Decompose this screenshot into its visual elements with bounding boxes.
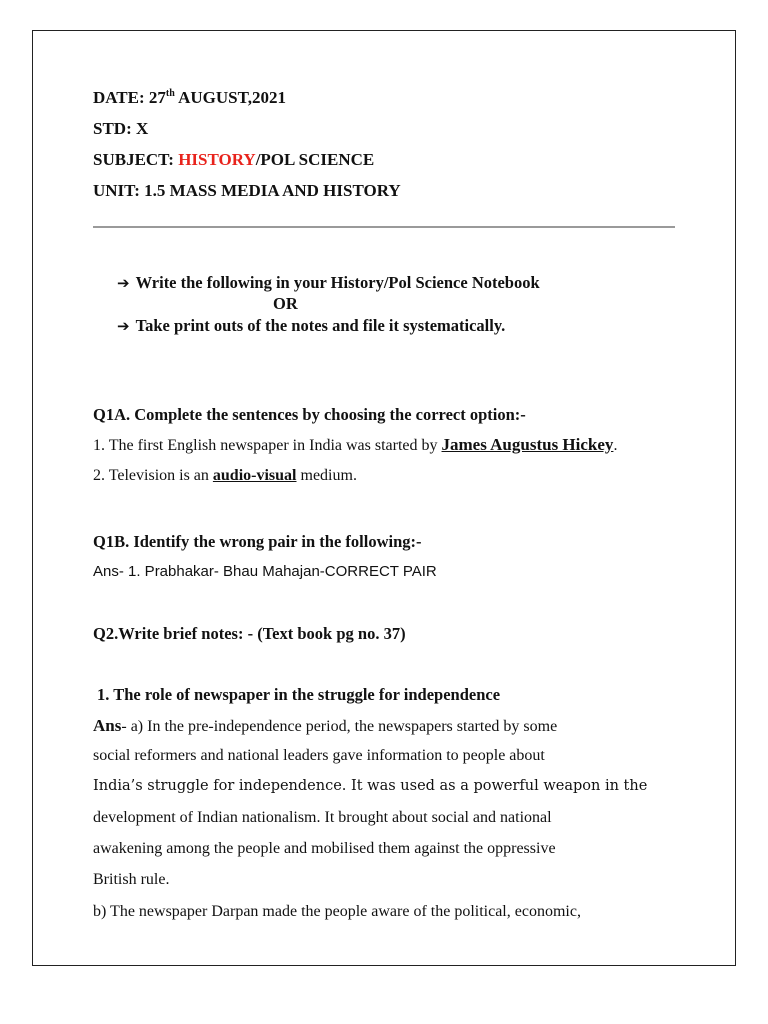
q1a-sentence-2: [93, 467, 357, 485]
q2-answer-line-3: India’s struggle for independence. It was used as a powerful weapon in the: [93, 778, 648, 794]
unit-line: UNIT: 1.5 MASS MEDIA AND HISTORY: [93, 181, 401, 200]
q1a-s1-answer: James Augustus Hickey: [441, 435, 614, 454]
std-line: STD: X: [93, 119, 149, 138]
arrow-right-icon: ➔: [117, 317, 130, 335]
q1b-answer: Ans- 1. Prabhakar- Bhau Mahajan-CORRECT PAIR: [93, 563, 437, 580]
q1b-title: Q1B. Identify the wrong pair in the following:-: [93, 532, 422, 551]
divider: [93, 226, 675, 228]
subject-highlight: HISTORY: [178, 150, 256, 169]
arrow-right-icon: ➔: [117, 274, 130, 292]
q2-answer-line-4: development of Indian nationalism. It brought about social and national: [93, 809, 552, 826]
instruction-2: [117, 316, 505, 336]
q2-answer-line-5: awakening among the people and mobilised them against the oppressive: [93, 840, 556, 857]
date-prefix: DATE: 27: [93, 88, 166, 107]
instruction-2-text: Take print outs of the notes and file it systematically.: [135, 316, 506, 335]
q1a-s1-suffix: .: [613, 437, 618, 454]
q1a-title: Q1A. Complete the sentences by choosing the correct option:-: [93, 405, 526, 424]
q1a-s2-answer: audio-visual: [212, 467, 297, 484]
q2-title: Q2.Write brief notes: - (Text book pg no. 37): [93, 624, 406, 643]
q2-answer-line-6: British rule.: [93, 871, 170, 888]
date-line: [93, 88, 286, 108]
q1a-s1-prefix: 1. The first English newspaper in India was started by: [93, 437, 442, 454]
instruction-or: OR: [273, 294, 298, 313]
date-suffix: AUGUST,2021: [174, 88, 286, 107]
q2-answer-line-2: social reformers and national leaders gave information to people about: [93, 747, 545, 764]
q2-answer-line-1: [93, 716, 557, 736]
q2-answer-line-7: b) The newspaper Darpan made the people aware of the political, economic,: [93, 903, 581, 920]
q2-subtopic-1: 1. The role of newspaper in the struggle for independence: [97, 685, 501, 704]
ans-label: Ans: [93, 716, 122, 735]
instruction-1-text: Write the following in your History/Pol Science Notebook: [135, 273, 540, 292]
q1a-s2-suffix: medium.: [296, 467, 357, 484]
subject-line: [93, 150, 374, 170]
q1a-s2-prefix: 2. Television is an: [93, 467, 213, 484]
answer-text: - a) In the pre-independence period, the newspapers started by some: [121, 718, 558, 735]
instruction-1: [117, 273, 540, 293]
subject-prefix: SUBJECT:: [93, 150, 179, 169]
date-superscript: th: [165, 88, 175, 99]
q1a-sentence-1: [93, 435, 617, 455]
subject-suffix: /POL SCIENCE: [255, 150, 375, 169]
